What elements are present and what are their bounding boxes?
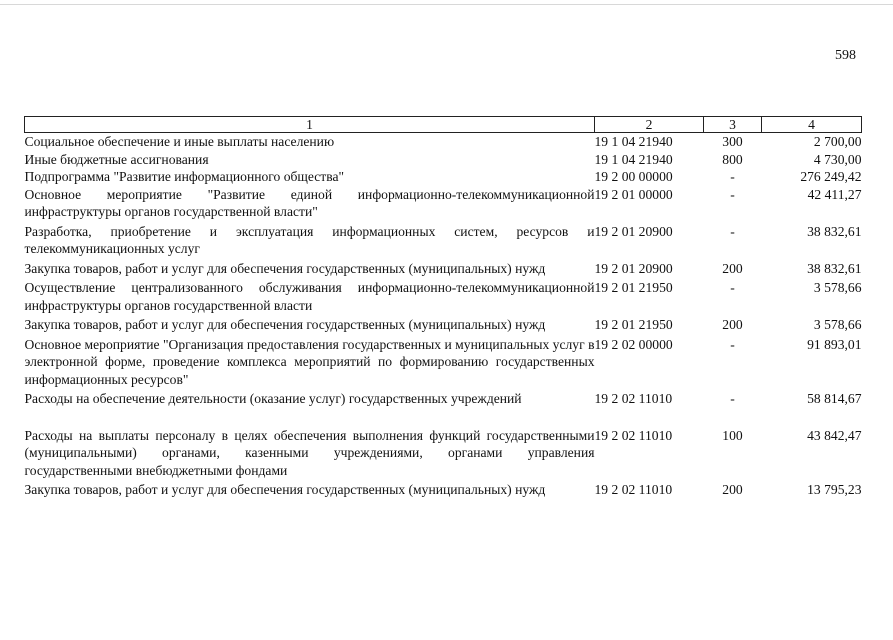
table-row [25, 316, 862, 336]
header-col-type: 3 [704, 117, 762, 133]
row-name: Основное мероприятие "Организация предоставления государственных и муниципальных услуг в электронной форме, проведение комплекса мероприятий по формированию государственных информационных ресурсов" [24, 336, 595, 387]
row-code: 19 2 01 20900 [594, 260, 673, 276]
row-amount: 3 578,66 [813, 317, 862, 332]
row-code: 19 2 00 00000 [594, 169, 673, 184]
table-row [25, 390, 862, 408]
table-row [25, 408, 862, 482]
table-row [25, 260, 862, 280]
row-code: 19 2 02 00000 [594, 336, 673, 352]
row-code: 19 2 02 11010 [594, 391, 673, 406]
row-type: 200 [722, 482, 743, 497]
row-amount: 42 411,27 [807, 186, 862, 202]
row-name: Подпрограмма "Развитие информационного общества" [24, 169, 345, 184]
page-number: 598 [835, 48, 856, 63]
table-row [25, 151, 862, 169]
row-code: 19 2 02 11010 [594, 482, 673, 497]
row-name: Социальное обеспечение и иные выплаты населению [24, 134, 335, 149]
row-amount: 91 893,01 [807, 336, 862, 352]
row-name: Осуществление централизованного обслуживания информационно-телекоммуникационной инфраструктуры органов государственной власти [24, 280, 595, 313]
row-type: 100 [722, 427, 743, 443]
row-code: 19 1 04 21940 [594, 151, 673, 167]
table-row [25, 186, 862, 223]
row-code: 19 2 02 11010 [594, 427, 673, 443]
row-amount: 58 814,67 [807, 391, 862, 406]
budget-table [24, 116, 862, 499]
row-amount: 43 842,47 [807, 427, 862, 443]
row-type: 200 [722, 260, 743, 276]
row-amount: 3 578,66 [813, 280, 862, 295]
row-name: Расходы на выплаты персоналу в целях обеспечения выполнения функций государственными (муниципальными) органами, казенными учреждениями, органами управления государственными внебюджетными фондами [24, 427, 595, 478]
row-name: Закупка товаров, работ и услуг для обеспечения государственных (муниципальных) нужд [24, 317, 546, 332]
header-row [25, 117, 862, 133]
row-code: 19 1 04 21940 [594, 134, 673, 149]
row-type: 800 [722, 151, 743, 167]
top-edge-line [0, 4, 893, 5]
header-col-name: 1 [25, 117, 595, 133]
table-row [25, 279, 862, 316]
row-name: Закупка товаров, работ и услуг для обеспечения государственных (муниципальных) нужд [24, 482, 546, 497]
row-amount: 38 832,61 [807, 260, 862, 276]
row-amount: 13 795,23 [807, 482, 862, 497]
row-type: - [730, 391, 735, 406]
header-col-code: 2 [595, 117, 704, 133]
row-type: - [730, 169, 735, 184]
row-amount: 4 730,00 [813, 151, 862, 167]
table-row [25, 168, 862, 186]
row-type: - [730, 336, 735, 352]
row-amount: 2 700,00 [813, 134, 862, 149]
row-type: - [730, 186, 735, 202]
table-row [25, 336, 862, 391]
row-name: Основное мероприятие "Развитие единой информационно-телекоммуникационной инфраструктуры органов государственной власти" [24, 186, 595, 219]
row-name: Иные бюджетные ассигнования [24, 151, 209, 167]
row-code: 19 2 01 00000 [594, 186, 673, 202]
row-amount: 38 832,61 [807, 223, 862, 239]
table-row [25, 481, 862, 499]
row-name: Закупка товаров, работ и услуг для обеспечения государственных (муниципальных) нужд [24, 260, 546, 276]
row-type: 200 [722, 317, 743, 332]
row-type: 300 [722, 134, 743, 149]
header-col-amount: 4 [762, 117, 862, 133]
table-row [25, 223, 862, 260]
row-code: 19 2 01 20900 [594, 223, 673, 239]
row-name: Разработка, приобретение и эксплуатация информационных систем, ресурсов и телекоммуникационных услуг [24, 223, 595, 256]
row-code: 19 2 01 21950 [594, 317, 673, 332]
row-amount: 276 249,42 [800, 169, 862, 184]
row-code: 19 2 01 21950 [594, 280, 673, 295]
row-type: - [730, 223, 735, 239]
row-type: - [730, 280, 735, 295]
row-name: Расходы на обеспечение деятельности (оказание услуг) государственных учреждений [24, 391, 522, 406]
table-row [25, 133, 862, 151]
